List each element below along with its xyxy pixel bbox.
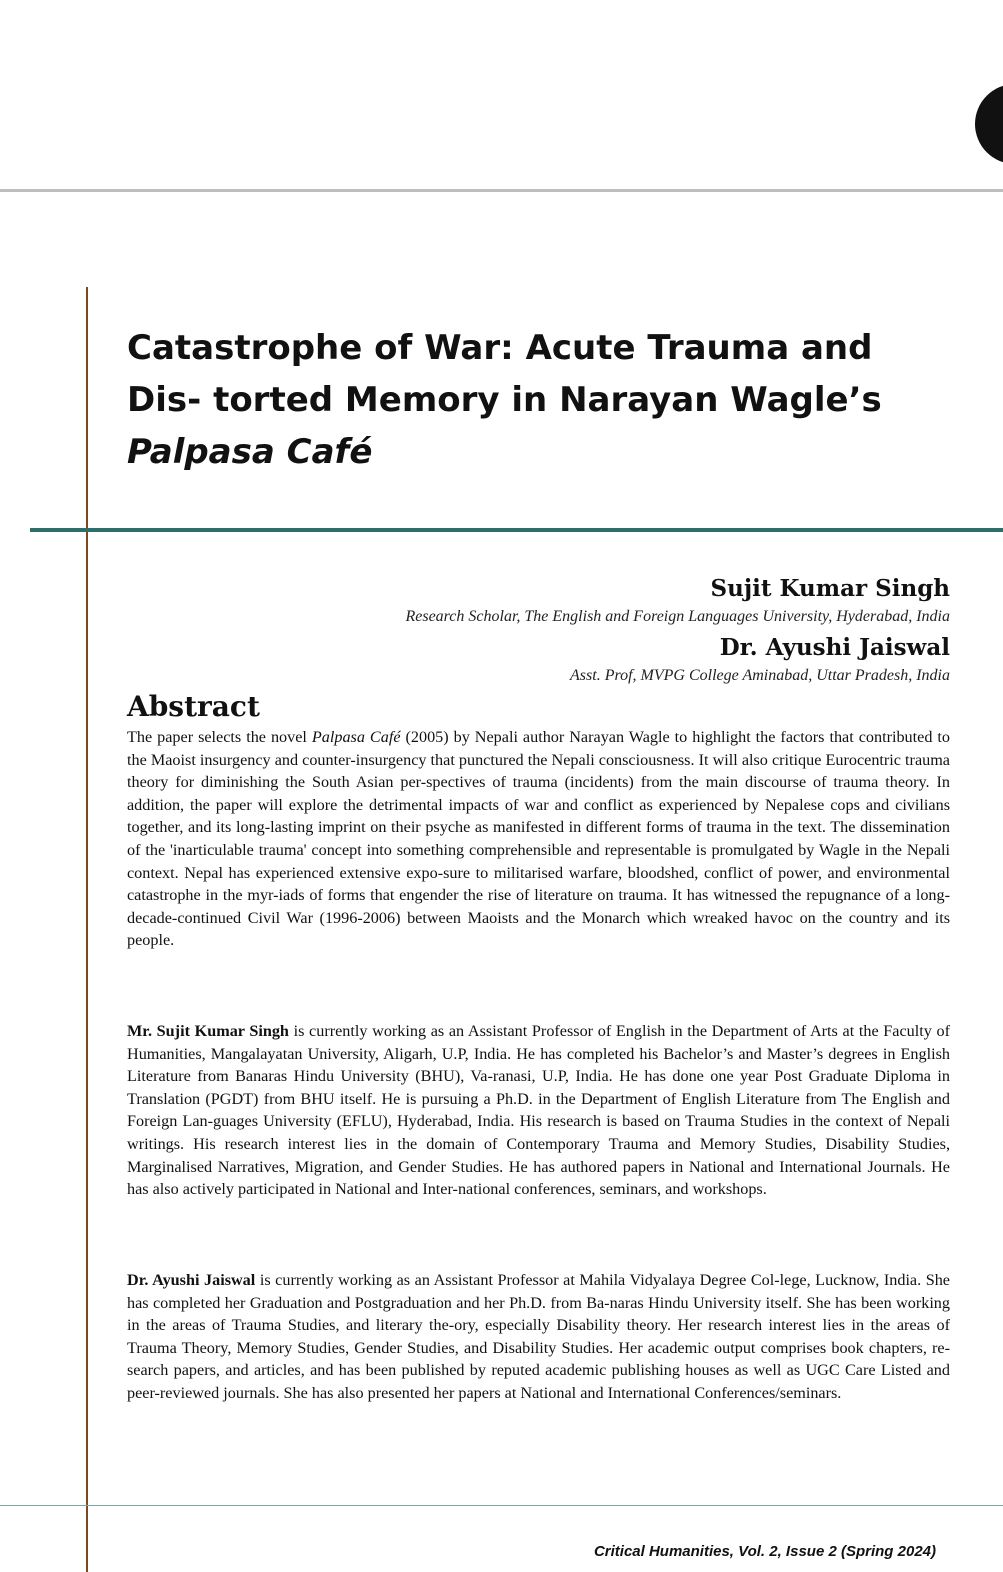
author-name: Dr. Ayushi Jaiswal	[719, 634, 950, 661]
author-name: Sujit Kumar Singh	[710, 575, 950, 602]
footer-rule	[0, 1505, 1003, 1506]
abstract-novel-title: Palpasa Café	[311, 728, 401, 746]
title-novel: Palpasa Café	[127, 432, 373, 472]
journal-footer: Critical Humanities, Vol. 2, Issue 2 (Spring 2024)	[593, 1543, 936, 1560]
author-affiliation: Research Scholar, The English and Foreign Languages University, Hyderabad, India	[405, 608, 950, 625]
header-rule	[0, 189, 1003, 192]
paper-title	[127, 322, 927, 478]
abstract-lead: The paper selects the novel	[127, 728, 312, 746]
title-main: Catastrophe of War: Acute Trauma and Dis- torted Memory in Narayan Wagle’s	[127, 328, 882, 420]
bio-text: is currently working as an Assistant Professor of English in the Department of Arts at the Faculty of Humanities, Mangalayatan University, Aligarh, U.P, India. He has completed his Bachelor’s and Master’s degrees in English Literature from Banaras Hindu University (BHU), Va-ranasi, U.P, India. He has done one year Post Graduate Diploma in Translation (PGDT) from BHU itself. He is pursuing a Ph.D. in the Department of English Literature from The English and Foreign Lan-guages University (EFLU), Hyderabad, India. His research is based on Trauma Studies in the context of Nepali writings. His research interest lies in the domain of Contemporary Trauma and Memory Studies, Disability Studies, Marginalised Narratives, Migration, and Gender Studies. He has authored papers in National and International Journals. He has also actively participated in National and Inter-national conferences, seminars, and workshops.	[127, 1022, 950, 1199]
bio-name: Dr. Ayushi Jaiswal	[127, 1271, 256, 1289]
bio-text: is currently working as an Assistant Professor at Mahila Vidyalaya Degree Col-lege, Lucknow, India. She has completed her Graduation and Postgraduation and her Ph.D. from Ba-naras Hindu University itself. She has been working in the areas of Trauma Studies, and literary the-ory, especially Disability theory. Her research interest lies in the areas of Trauma Theory, Memory Studies, Gender Studies, and Disability Studies. Her academic output comprises book chapters, re-search papers, and articles, and has been published by reputed academic publishing houses as well as UGC Care Listed and peer-reviewed journals. She has also presented her papers at National and International Conferences/seminars.	[127, 1271, 950, 1402]
abstract-heading: Abstract	[127, 690, 260, 723]
abstract-body: (2005) by Nepali author Narayan Wagle to highlight the factors that contributed to the Maoist insurgency and counter-insurgency that punctured the Nepali consciousness. It will also critique Eurocentric trauma theory for diminishing the South Asian per-spectives of trauma (incidents) from the main discourse of trauma theory. In addition, the paper will explore the detrimental impacts of war and conflict as experienced by Nepalese cops and civilians together, and its long-lasting imprint on their psyche as manifested in different forms of trauma in the text. The dissemination of the 'inarticulable trauma' concept into something comprehensible and representable is promulgated by Wagle in the Nepali context. Nepal has experienced extensive expo-sure to militarised warfare, bloodshed, conflict of power, and environmental catastrophe in the myr-iads of forms that engender the rise of literature on trauma. It has witnessed the repugnance of a long-decade-continued Civil War (1996-2006) between Maoists and the Monarch which wreaked havoc on the country and its people.	[127, 728, 950, 950]
author-bio	[127, 1269, 950, 1405]
page-corner-tab	[975, 84, 1003, 164]
abstract-text	[127, 726, 950, 952]
author-bio	[127, 1020, 950, 1201]
margin-rule	[86, 287, 88, 1572]
author-affiliation: Asst. Prof, MVPG College Aminabad, Uttar Pradesh, India	[570, 667, 950, 684]
title-divider	[30, 528, 1003, 532]
bio-name: Mr. Sujit Kumar Singh	[127, 1022, 289, 1040]
